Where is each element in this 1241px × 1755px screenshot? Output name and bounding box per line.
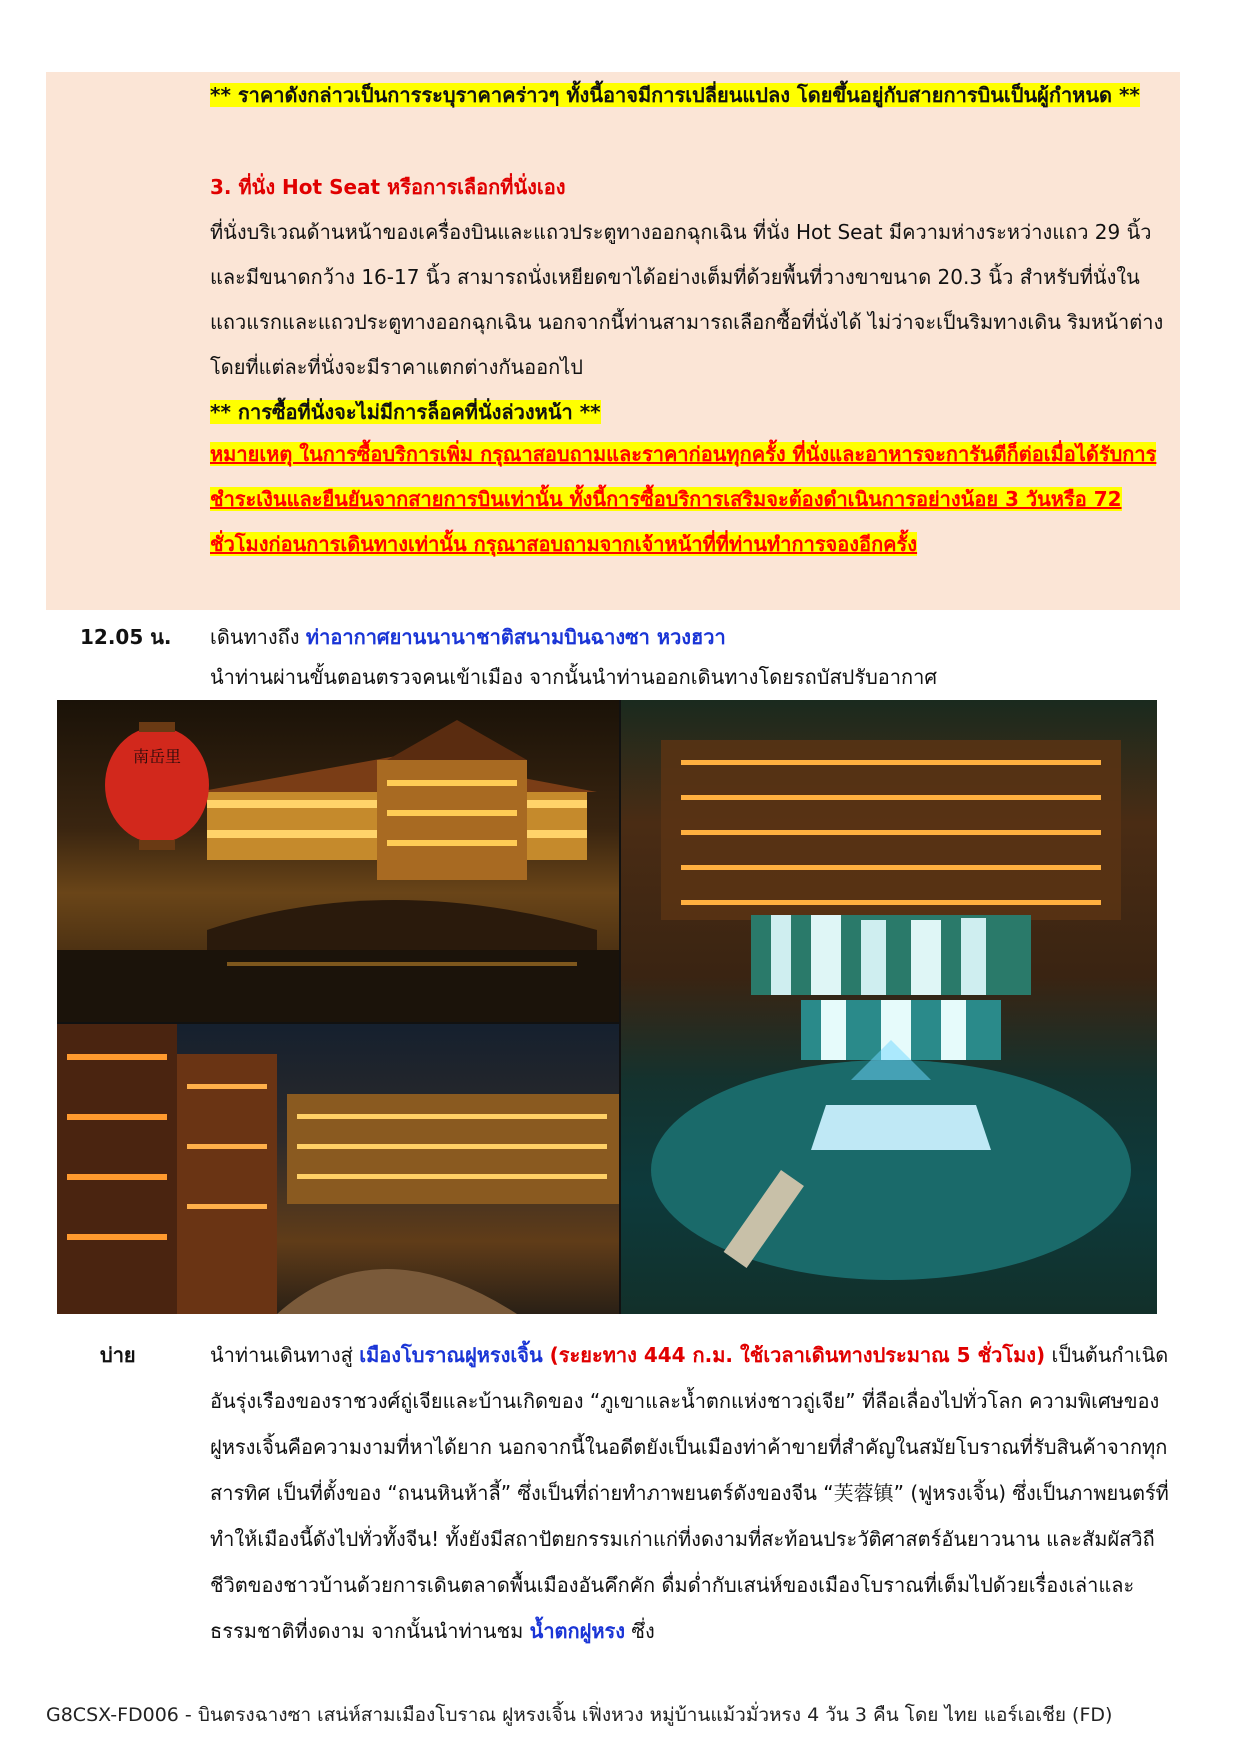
afternoon-time: บ่าย (100, 1343, 136, 1367)
arrival-detail: นำท่านผ่านขั้นตอนตรวจคนเข้าเมือง จากนั้นนำท่านออกเดินทางโดยรถบัสปรับอากาศ (210, 665, 938, 689)
bridge-night-svg (57, 700, 619, 1022)
fenghuang-night-photo-collage (57, 700, 1157, 1314)
arrival-prefix: เดินทางถึง (210, 625, 306, 649)
stilt-houses-svg (57, 1024, 619, 1314)
remark-text: หมายเหตุ ในการซื้อบริการเพิ่ม กรุณาสอบถามและราคาก่อนทุกครั้ง ที่นั่งและอาหารจะการันตีก็ต่อเมื่อได้รับการชำระเงินและยืนยันจากสายการบินเท่านั้น ทั้งนี้การซื้อบริการเสริมจะต้องดำเนินการอย่างน้อย 3 วันหรือ 72 ชั่วโมงก่อนการเดินทางเท่านั้น กรุณาสอบถามจากเจ้าหน้าที่ที่ท่านทำการจองอีกครั้ง (210, 442, 1157, 556)
price-note (210, 72, 1170, 118)
afternoon-tail: ซึ่ง (625, 1619, 655, 1643)
no-lock-note (210, 389, 1170, 435)
no-lock-note-text: ** การซื้อที่นั่งจะไม่มีการล็อคที่นั่งล่วงหน้า ** (210, 400, 601, 424)
afternoon-body: เป็นต้นกำเนิดอันรุ่งเรืองของราชวงศ์ถู่เจียและบ้านเกิดของ “ภูเขาและน้ำตกแห่งชาวถู่เจีย” ที่ลือเลื่องไปทั่วโลก ความพิเศษของฝูหรงเจิ้นคือความงามที่หาได้ยาก นอกจากนี้ในอดีตยังเป็นเมืองท่าค้าขายที่สำคัญในสมัยโบราณที่รับสินค้าจากทุกสารทิศ เป็นที่ตั้งของ “ถนนหินห้าลี้” ซึ่งเป็นที่ถ่ายทำภาพยนตร์ดังของจีน “芙蓉镇” (ฟูหรงเจิ้น) ซึ่งเป็นภาพยนตร์ที่ทำให้เมืองนี้ดังไปทั่วทั้งจีน! ทั้งยังมีสถาปัตยกรรมเก่าแก่ที่งดงามที่สะท้อนประวัติศาสตร์อันยาวนาน และสัมผัสวิถีชีวิตของชาวบ้านด้วยการเดินตลาดพื้นเมืองอันคึกคัก ดื่มด่ำกับเสน่ห์ของเมืองโบราณที่เต็มไปด้วยเรื่องเล่าและธรรมชาติที่งดงาม จากนั้นนำท่านชม (210, 1343, 1169, 1643)
hot-seat-title-text: 3. ที่นั่ง Hot Seat หรือการเลือกที่นั่งเอง (210, 175, 566, 199)
hot-seat-title (210, 164, 1170, 210)
airport-name: ท่าอากาศยานนานาชาติสนามบินฉางซา หวงฮวา (305, 625, 726, 649)
waterfall-town-svg (621, 700, 1157, 1314)
hot-seat-body: ที่นั่งบริเวณด้านหน้าของเครื่องบินและแถวประตูทางออกฉุกเฉิน ที่นั่ง Hot Seat มีความห่างระหว่างแถว 29 นิ้ว และมีขนาดกว้าง 16-17 นิ้ว สามารถนั่งเหยียดขาได้อย่างเต็มที่ด้วยพื้นที่วางขาขนาด 20.3 นิ้ว สำหรับที่นั่งในแถวแรกและแถวประตูทางออกฉุกเฉิน นอกจากนี้ท่านสามารถเลือกซื้อที่นั่งได้ ไม่ว่าจะเป็นริมทางเดิน ริมหน้าต่าง โดยที่แต่ละที่นั่งจะมีราคาแตกต่างกันออกไป (210, 220, 1164, 379)
distance-text: (ระยะทาง 444 ก.ม. ใช้เวลาเดินทางประมาณ 5 ชั่วโมง) (542, 1343, 1046, 1367)
lantern-text: 南岳里 (132, 747, 182, 766)
afternoon-paragraph (210, 1332, 1170, 1654)
afternoon-lead: นำท่านเดินทางสู่ (210, 1343, 360, 1367)
page-footer: G8CSX-FD006 - บินตรงฉางซา เสน่ห์สามเมืองโบราณ ฝูหรงเจิ้น เฟิ่งหวง หมู่บ้านแม้วมั่วหรง 4 วัน 3 คืน โดย ไทย แอร์เอเชีย (FD) (46, 1704, 1113, 1726)
waterfall-name: น้ำตกฝูหรง (529, 1619, 626, 1643)
price-note-text: ** ราคาดังกล่าวเป็นการระบุราคาคร่าวๆ ทั้งนี้อาจมีการเปลี่ยนแปลง โดยขึ้นอยู่กับสายการบินเป็นผู้กำหนด ** (210, 83, 1140, 107)
photo-top-left (57, 700, 619, 1022)
fuhong-town-name: เมืองโบราณฝูหรงเจิ้น (359, 1343, 543, 1367)
arrival-time: 12.05 น. (80, 625, 172, 649)
remark (210, 432, 1170, 567)
photo-bottom-left (57, 1024, 619, 1314)
photo-right-waterfall (621, 700, 1157, 1314)
